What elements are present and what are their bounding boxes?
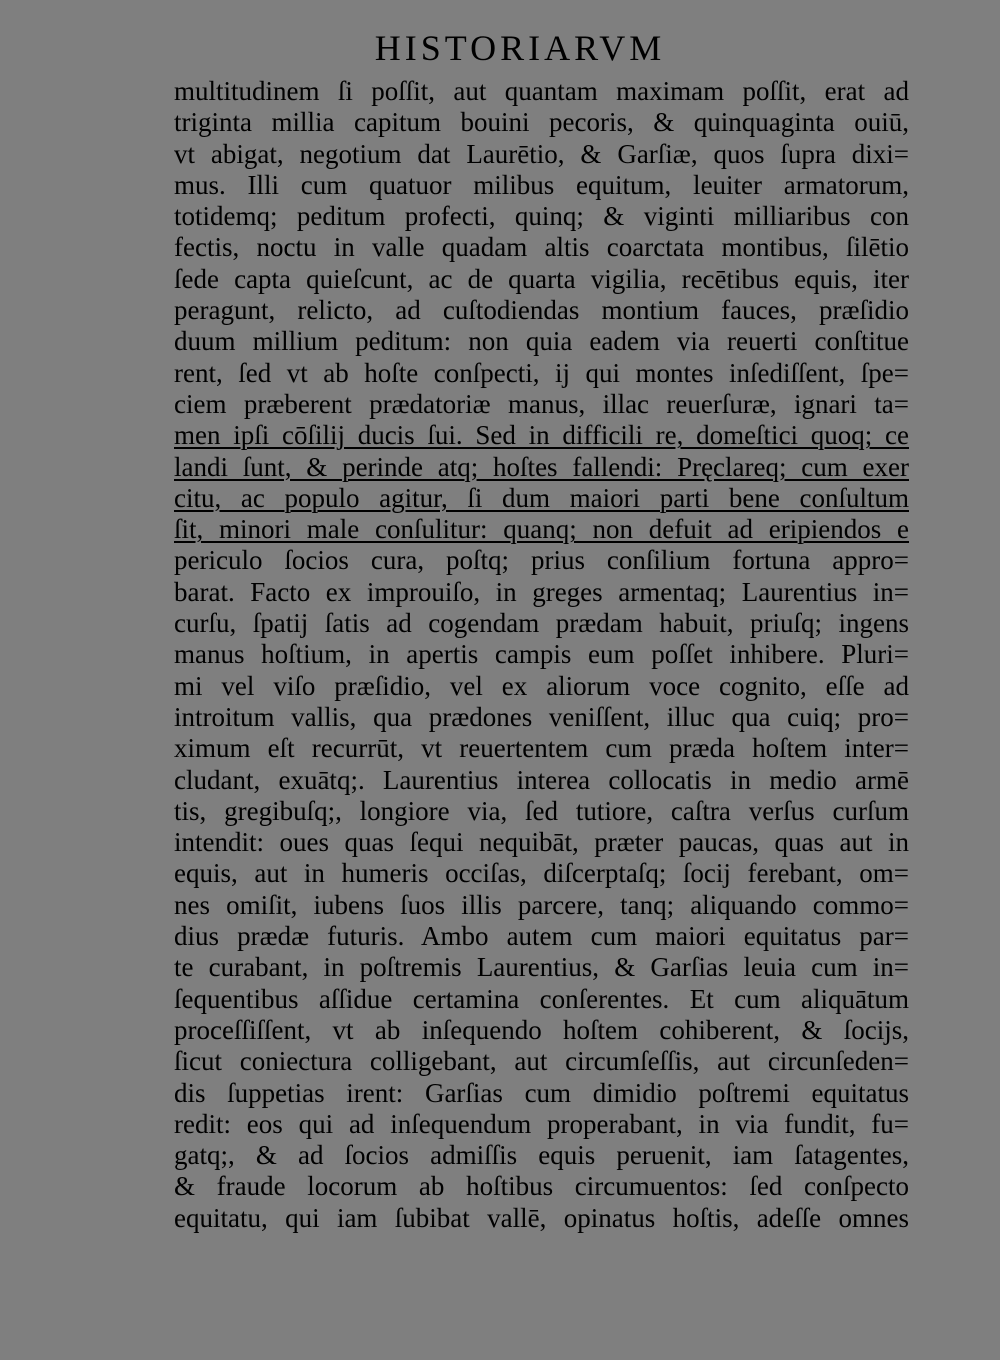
text-line: dis ſuppetias irent: Garſias cum dimidio poſtremi equitatus <box>174 1077 909 1108</box>
text-line: multitudinem ſi poſſit, aut quantam maximam poſſit, erat ad <box>174 76 909 106</box>
text-line: redit: eos qui ad inſequendum properabant, in via fundit, fu= <box>174 1108 909 1139</box>
text-line: gatq;, & ad ſocios admiſſis equis peruenit, iam ſatagentes, <box>174 1140 909 1171</box>
text-line: peragunt, relicto, ad cuſtodiendas montium fauces, præſidio <box>174 295 909 326</box>
text-line: nes omiſit, iubens ſuos illis parcere, tanq; aliquando commo= <box>174 889 909 920</box>
text-line: fectis, noctu in valle quadam altis coarctata montibus, ſilētio <box>174 232 909 263</box>
text-line: dius prædæ futuris. Ambo autem cum maiori equitatus par= <box>174 921 909 952</box>
text-line: intendit: oues quas ſequi nequibāt, præter paucas, quas aut in <box>174 827 909 858</box>
text-line: ximum eſt recurrūt, vt reuertentem cum præda hoſtem inter= <box>174 733 909 764</box>
text-line: vt abigat, negotium dat Laurētio, & Garſiæ, quos ſupra dixi= <box>174 138 909 169</box>
text-line: manus hoſtium, in apertis campis eum poſſet inhibere. Pluri= <box>174 639 909 670</box>
text-line: barat. Facto ex improuiſo, in greges armentaq; Laurentius in= <box>174 576 909 607</box>
text-line: equis, aut in humeris occiſas, diſcerptaſq; ſocij ferebant, om= <box>174 858 909 889</box>
running-head: HISTORIARVM <box>374 28 666 68</box>
text-line: duum millium peditum: non quia eadem via reuerti conſtitue <box>174 326 909 357</box>
text-line-underlined: ſit, minori male conſulitur: quanq; non defuit ad eripiendos e <box>174 514 909 545</box>
text-line: ſicut coniectura colligebant, aut circumſeſſis, aut circunſeden= <box>174 1046 909 1077</box>
text-line: tis, gregibuſq;, longiore via, ſed tutiore, caſtra verſus curſum <box>174 795 909 826</box>
text-line: triginta millia capitum bouini pecoris, & quinquaginta ouiū, <box>174 107 909 138</box>
text-line: rent, ſed vt ab hoſte conſpecti, ij qui montes inſediſſent, ſpe= <box>174 357 909 388</box>
text-line: ſede capta quieſcunt, ac de quarta vigilia, recētibus equis, iter <box>174 263 909 294</box>
text-line: periculo ſocios cura, poſtq; prius conſilium fortuna appro= <box>174 545 909 576</box>
text-line: cludant, exuātq;. Laurentius interea collocatis in medio armē <box>174 764 909 795</box>
text-line: mus. Illi cum quatuor milibus equitum, leuiter armatorum, <box>174 169 909 200</box>
text-line: mi vel viſo præſidio, vel ex aliorum voce cognito, eſſe ad <box>174 670 909 701</box>
text-line: & fraude locorum ab hoſtibus circumuentos: ſed conſpecto <box>174 1171 909 1202</box>
text-line: te curabant, in poſtremis Laurentius, & Garſias leuia cum in= <box>174 952 909 983</box>
text-line-underlined: men ipſi cōſilij ducis ſui. Sed in difficili re, domeſtici quoq; ce <box>174 420 909 451</box>
text-line: ciem præberent prædatoriæ manus, illac reuerſuræ, ignari ta= <box>174 388 909 419</box>
text-line: introitum vallis, qua prædones veniſſent, illuc qua cuiq; pro= <box>174 701 909 732</box>
text-line: totidemq; peditum profecti, quinq; & viginti milliaribus con <box>174 201 909 232</box>
text-line: proceſſiſſent, vt ab inſequendo hoſtem cohiberent, & ſocijs, <box>174 1014 909 1045</box>
text-line: equitatu, qui iam ſubibat vallē, opinatus hoſtis, adeſſe omnes <box>174 1202 909 1233</box>
text-line: ſequentibus aſſidue certamina conſerentes. Et cum aliquātum <box>174 983 909 1014</box>
text-line-underlined: citu, ac populo agitur, ſi dum maiori parti bene conſultum <box>174 482 909 513</box>
text-line-underlined: landi ſunt, & perinde atq; hoſtes fallendi: Pręclareq; cum exer <box>174 451 909 482</box>
body-text <box>174 76 909 1234</box>
text-line: curſu, ſpatij ſatis ad cogendam prædam habuit, priuſq; ingens <box>174 608 909 639</box>
